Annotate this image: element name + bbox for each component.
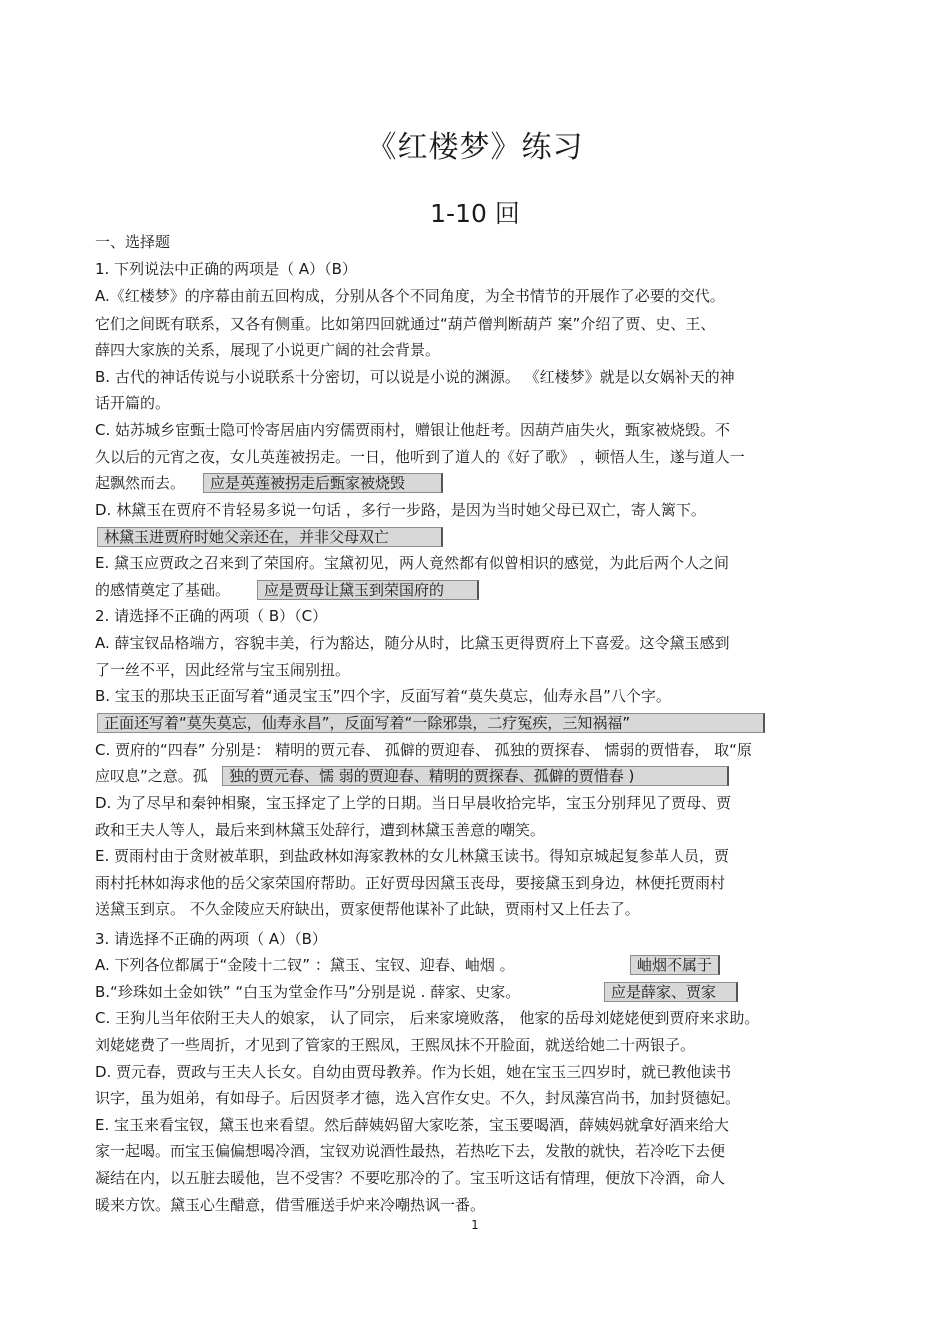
q2-option-a: A. 薛宝钗品格端方，容貌丰美，行为豁达，随分从时，比黛玉更得贾府上下喜爱。这令黛玉感到 bbox=[95, 634, 730, 652]
q3-option-e: E. 宝玉来看宝钗，黛玉也来看望。然后薛姨妈留大家吃茶，宝玉要喝酒，薛姨妈就拿好酒来给大 bbox=[95, 1116, 730, 1134]
question-1: 1. 下列说法中正确的两项是（ A）（B） bbox=[95, 260, 357, 278]
annotation-note: 岫烟不属于 bbox=[630, 955, 720, 975]
q3-option-c: C. 王狗儿当年依附王夫人的娘家， 认了同宗， 后来家境败落， 他家的岳母刘姥姥便到贾府来求助。 bbox=[95, 1009, 760, 1027]
q1-option-e: E. 黛玉应贾政之召来到了荣国府。宝黛初见，两人竟然都有似曾相识的感觉，为此后两个人之间 bbox=[95, 554, 730, 572]
section-heading: 一、选择题 bbox=[95, 233, 171, 251]
q1-option-c-cont: 久以后的元宵之夜，女儿英莲被拐走。一日，他听到了道人的《好了歌》 ，顿悟人生，遂与道人一 bbox=[95, 448, 745, 466]
q1-option-b: B. 古代的神话传说与小说联系十分密切，可以说是小说的渊源。 《红楼梦》就是以女娲补天的神 bbox=[95, 368, 735, 386]
q3-option-b: B.“珍珠如土金如铁” “白玉为堂金作马”分别是说 . 薛家、史家。 bbox=[95, 983, 521, 1001]
q3-option-a: A. 下列各位都属于“金陵十二钗” ：黛玉、宝钗、迎春、岫烟 。 bbox=[95, 956, 515, 974]
page-number: 1 bbox=[471, 1218, 479, 1232]
q2-option-d: D. 为了尽早和秦钟相聚，宝玉择定了上学的日期。当日早晨收拾完毕，宝玉分别拜见了贾母、贾 bbox=[95, 794, 732, 812]
q2-option-e-cont: 雨村托林如海求他的岳父家荣国府帮助。正好贾母因黛玉丧母，要接黛玉到身边，林便托贾雨村 bbox=[95, 874, 726, 892]
q1-option-d: D. 林黛玉在贾府不肯轻易多说一句话 ，多行一步路，是因为当时她父母已双亡，寄人篱下。 bbox=[95, 501, 706, 519]
q2-option-e: E. 贾雨村由于贪财被革职，到盐政林如海家教林的女儿林黛玉读书。得知京城起复参革人员，贾 bbox=[95, 847, 730, 865]
annotation-note: 应是薛家、贾家 bbox=[604, 982, 738, 1002]
q3-option-c-cont: 刘姥姥费了一些周折，才见到了管家的王熙凤，王熙凤抹不开脸面，就送给她二十两银子。 bbox=[95, 1036, 696, 1054]
q2-option-a-cont: 了一丝不平，因此经常与宝玉闹别扭。 bbox=[95, 661, 351, 679]
q1-option-c-cont: 起飘然而去。 bbox=[95, 474, 186, 492]
annotation-note: 正面还写着“莫失莫忘，仙寿永昌”，反面写着“一除邪祟，二疗冤疾，三知祸福” bbox=[97, 713, 765, 733]
annotation-note: 应是英莲被拐走后甄家被烧毁 bbox=[203, 473, 443, 493]
q2-option-e-cont: 送黛玉到京。 不久金陵应天府缺出，贾家便帮他谋补了此缺，贾雨村又上任去了。 bbox=[95, 900, 640, 918]
q1-option-e-cont: 的感情奠定了基础。 bbox=[95, 581, 231, 599]
page-title: 《红楼梦》练习 bbox=[366, 130, 584, 165]
q1-option-a: A.《红楼梦》的序幕由前五回构成，分别从各个不同角度，为全书情节的开展作了必要的交代。 bbox=[95, 287, 725, 305]
annotation-note: 林黛玉进贾府时她父亲还在，并非父母双亡 bbox=[97, 527, 443, 547]
q2-option-c: C. 贾府的“四春” 分别是： 精明的贾元春、 孤僻的贾迎春、 孤独的贾探春、 懦弱的贾惜春， 取“原 bbox=[95, 741, 752, 759]
q3-option-e-cont: 暖来方饮。黛玉心生醋意，借雪雁送手炉来冷嘲热讽一番。 bbox=[95, 1196, 486, 1214]
q2-option-c-cont: 应叹息”之意。孤 bbox=[95, 767, 208, 785]
q2-option-d-cont: 政和王夫人等人，最后来到林黛玉处辞行，遭到林黛玉善意的嘲笑。 bbox=[95, 821, 546, 839]
q1-option-a-cont: 薛四大家族的关系，展现了小说更广阔的社会背景。 bbox=[95, 341, 441, 359]
q1-option-a-cont: 它们之间既有联系，又各有侧重。比如第四回就通过“葫芦僧判断葫芦 案”介绍了贾、史、王、 bbox=[95, 315, 716, 333]
annotation-note: 应是贾母让黛玉到荣国府的 bbox=[257, 580, 479, 600]
q3-option-e-cont: 家一起喝。而宝玉偏偏想喝冷酒，宝钗劝说酒性最热，若热吃下去，发散的就快，若冷吃下去便 bbox=[95, 1142, 726, 1160]
q3-option-d: D. 贾元春，贾政与王夫人长女。自幼由贾母教养。作为长姐，她在宝玉三四岁时，就已教他读书 bbox=[95, 1063, 732, 1081]
q1-option-b-cont: 话开篇的。 bbox=[95, 394, 171, 412]
question-3: 3. 请选择不正确的两项（ A）（B） bbox=[95, 930, 327, 948]
q1-option-c: C. 姑苏城乡宦甄士隐可怜寄居庙内穷儒贾雨村，赠银让他赶考。因葫芦庙失火，甄家被烧毁。不 bbox=[95, 421, 731, 439]
chapter-range: 1-10 回 bbox=[430, 199, 520, 228]
annotation-note: 独的贾元春、懦 弱的贾迎春、精明的贾探春、孤僻的贾惜春 ) bbox=[222, 766, 729, 786]
q2-option-b: B. 宝玉的那块玉正面写着“通灵宝玉”四个字，反面写着“莫失莫忘，仙寿永昌”八个字。 bbox=[95, 687, 671, 705]
q3-option-e-cont: 凝结在内，以五脏去暖他，岂不受害？不要吃那冷的了。宝玉听这话有情理，便放下冷酒，命人 bbox=[95, 1169, 726, 1187]
q3-option-d-cont: 识字，虽为姐弟，有如母子。后因贤孝才德，选入宫作女史。不久，封凤藻宫尚书，加封贤德妃。 bbox=[95, 1089, 741, 1107]
question-2: 2. 请选择不正确的两项（ B）（C） bbox=[95, 607, 328, 625]
